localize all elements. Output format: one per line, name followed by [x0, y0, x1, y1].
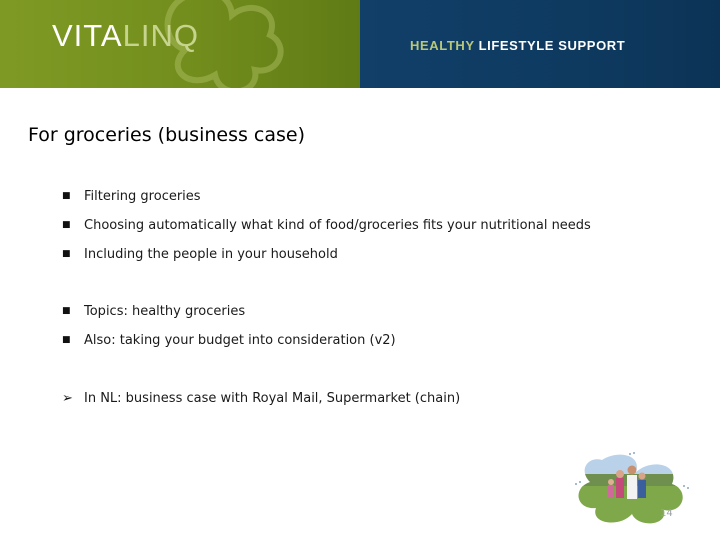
bullet-text: In NL: business case with Royal Mail, Supermarket (chain): [84, 390, 461, 406]
bullet-text: Topics: healthy groceries: [84, 303, 246, 319]
page-number: 14: [660, 508, 673, 519]
tagline-part-lifestyle-support: LIFESTYLE SUPPORT: [478, 38, 626, 53]
square-bullet-icon: ■: [62, 249, 71, 259]
vitalinq-logo: [52, 20, 199, 51]
logo-part-linq: LINQ: [122, 18, 199, 53]
tagline: [410, 38, 625, 53]
bullet-text: Also: taking your budget into consideration (v2): [84, 332, 396, 348]
square-bullet-icon: ■: [62, 191, 71, 201]
bullet-text: Including the people in your household: [84, 246, 338, 262]
bullet-item: [62, 215, 591, 235]
arrow-bullet-icon: ➢: [62, 390, 73, 406]
slide-title: For groceries (business case): [28, 124, 306, 146]
square-bullet-icon: ■: [62, 220, 71, 230]
bullet-item: [62, 388, 460, 408]
square-bullet-icon: ■: [62, 335, 71, 345]
banner-green-panel: [0, 0, 360, 88]
bullet-item: [62, 330, 396, 350]
bullet-text: Choosing automatically what kind of food/groceries fits your nutritional needs: [84, 217, 591, 233]
header-banner: [0, 0, 720, 88]
bullet-text: Filtering groceries: [84, 188, 201, 204]
bullet-item: [62, 244, 338, 264]
tagline-part-healthy: HEALTHY: [410, 38, 479, 53]
bullet-item: [62, 301, 245, 321]
bullet-item: [62, 186, 201, 206]
logo-part-vita: VITA: [52, 18, 123, 53]
square-bullet-icon: ■: [62, 306, 71, 316]
